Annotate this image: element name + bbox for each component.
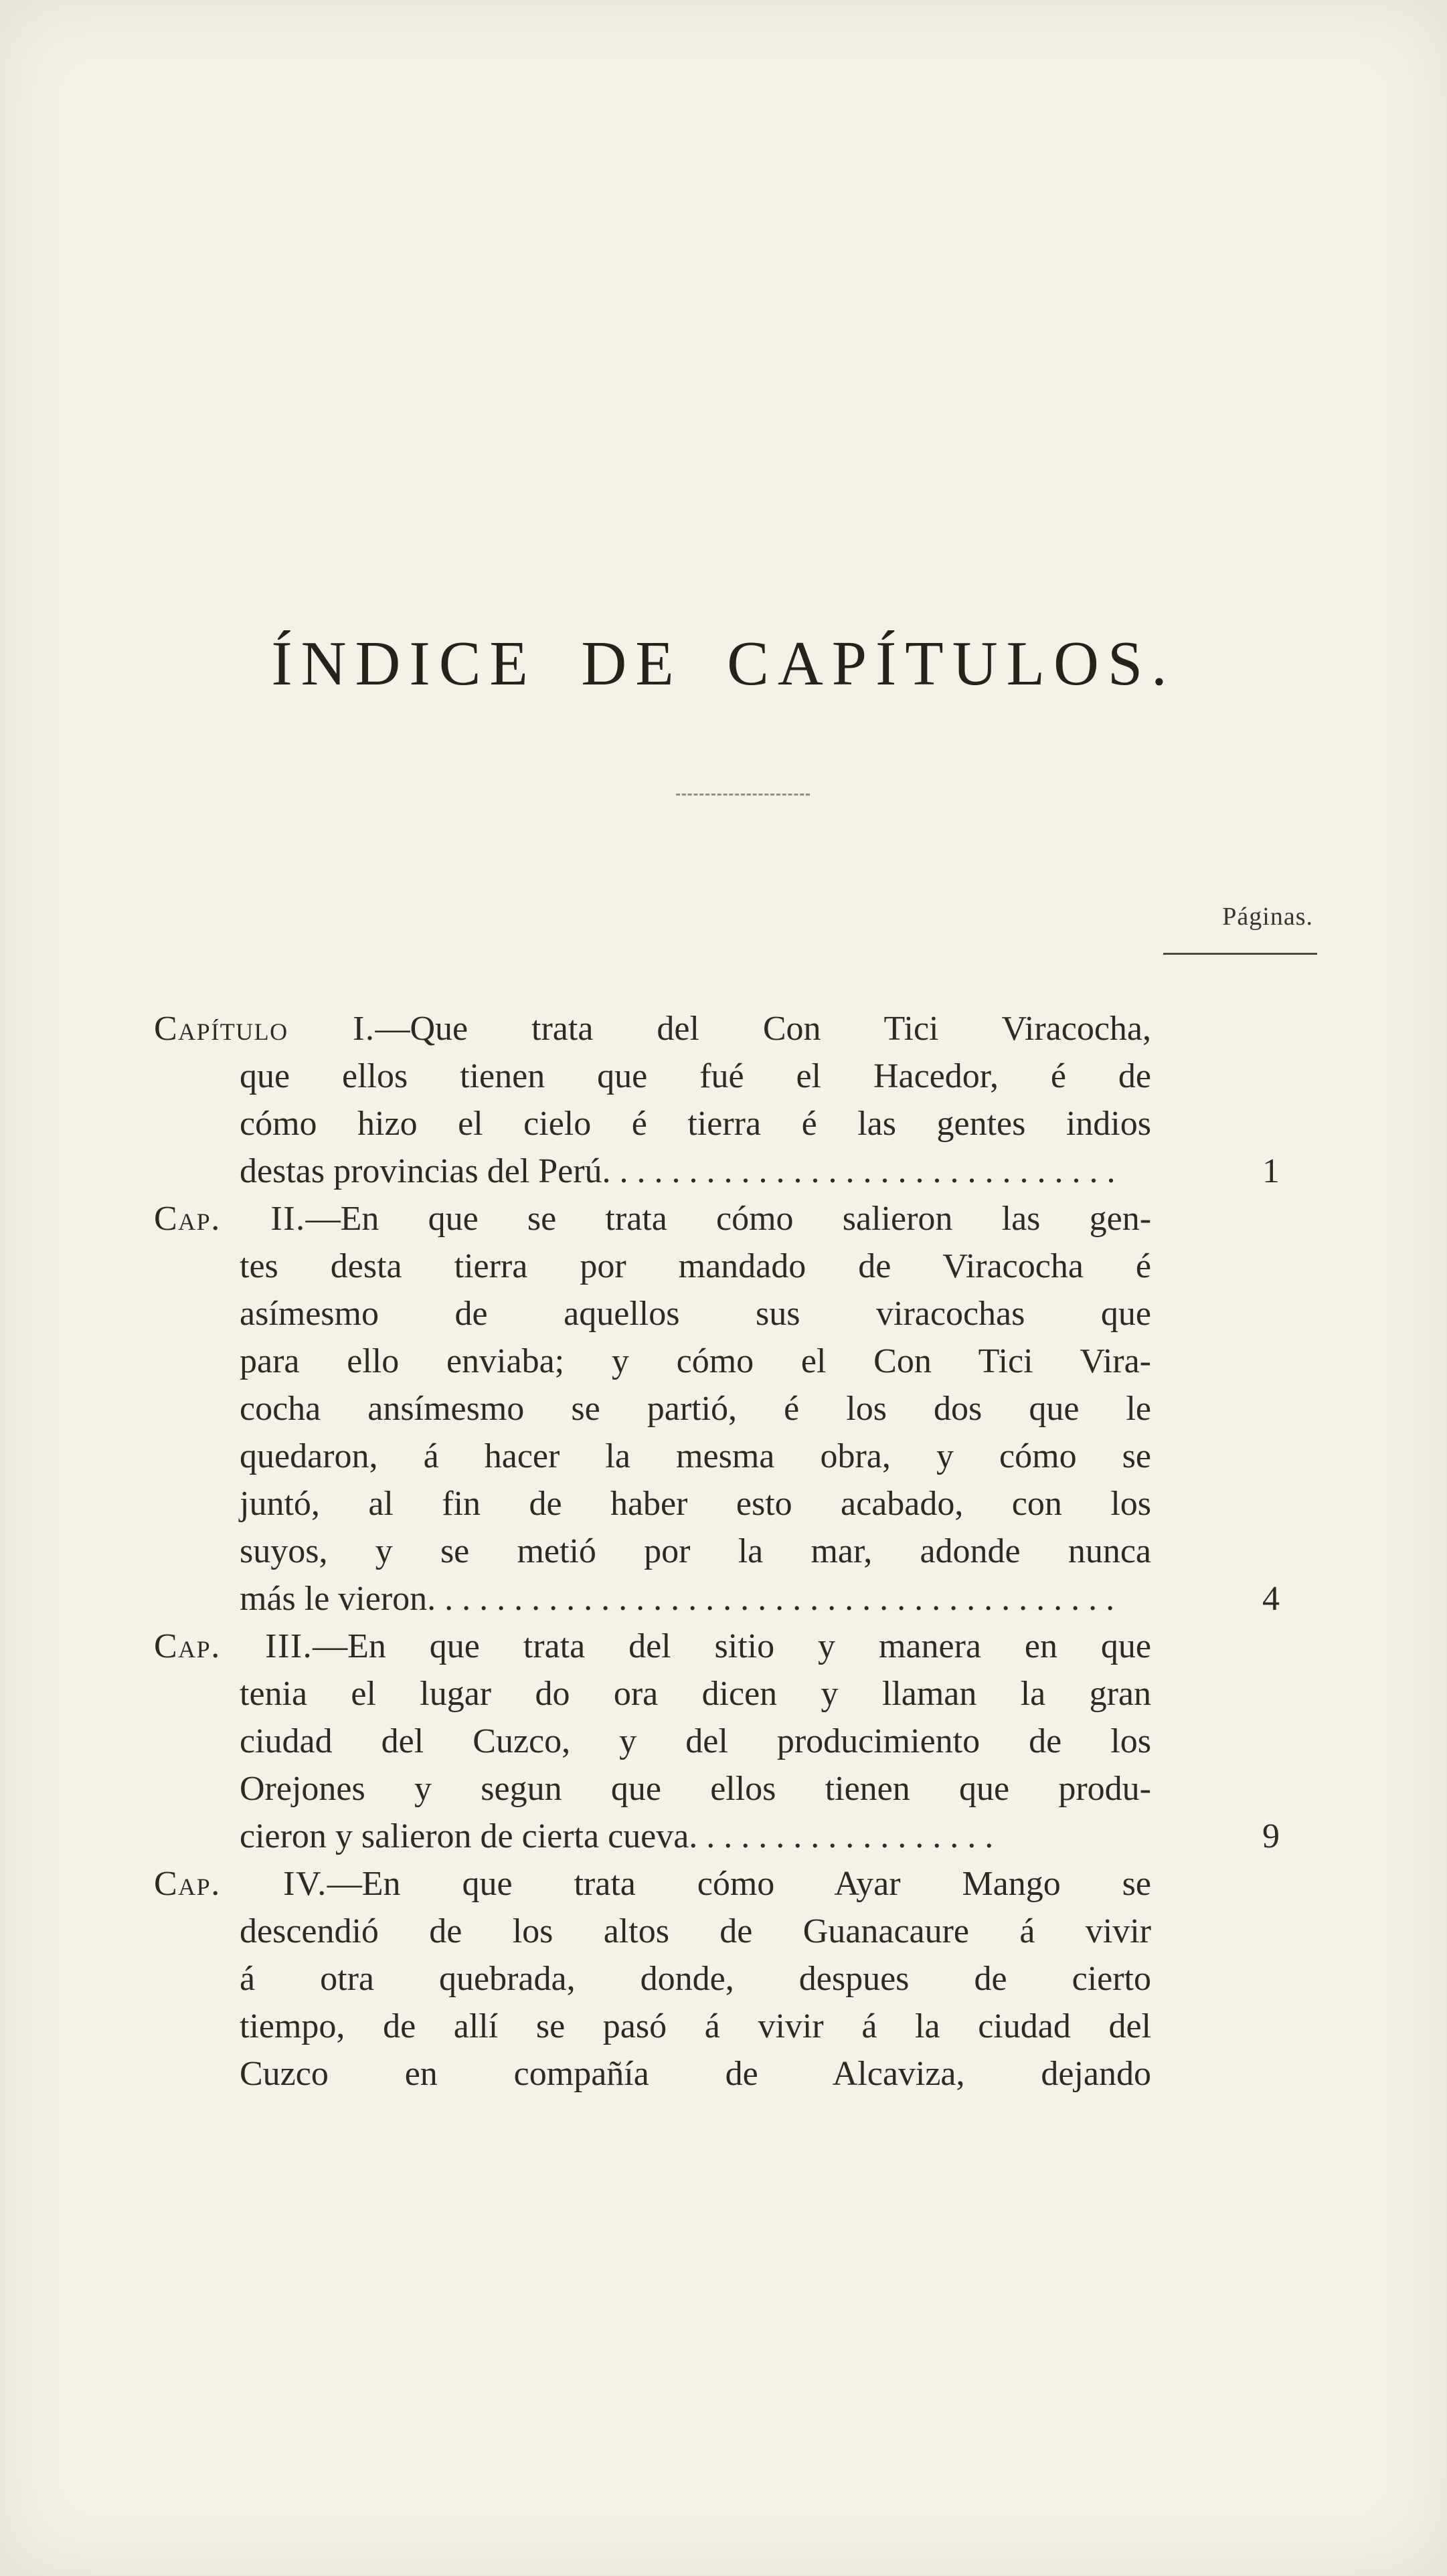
toc-line-text: —Que trata del Con Tici Viracocha, [375, 1010, 1152, 1048]
toc-line: tenia el lugar do ora dicen y llaman la gran [240, 1675, 1151, 1713]
pages-column-header: Páginas. [1222, 903, 1313, 931]
toc-line: cieron y salieron de cierta cueva. . . . . . . . . . . . . . . . . . [240, 1817, 994, 1855]
chapter-label: Cap. IV. [154, 1865, 327, 1903]
toc-line: tiempo, de allí se pasó á vivir á la ciudad del [240, 2007, 1151, 2045]
toc-entry [154, 1860, 1151, 2098]
toc-line [154, 1860, 1151, 1908]
page-title: ÍNDICE DE CAPÍTULOS. [271, 629, 1176, 699]
decorative-rule [676, 794, 810, 796]
toc-line: destas provincias del Perú. . . . . . . . . . . . . . . . . . . . . . . . . . . . . . [240, 1152, 1116, 1190]
toc-line: tes desta tierra por mandado de Viracocha é [240, 1247, 1151, 1285]
toc-line-text: —En que se trata cómo salieron las gen- [305, 1200, 1152, 1238]
toc-line: Cuzco en compañía de Alcaviza, dejando [240, 2055, 1151, 2093]
toc-entry [154, 1195, 1280, 1623]
pages-column-rule [1163, 953, 1317, 955]
toc-line: suyos, y se metió por la mar, adonde nunca [240, 1532, 1151, 1570]
toc-line: para ello enviaba; y cómo el Con Tici Vira- [240, 1342, 1151, 1380]
toc-entry [154, 1005, 1280, 1195]
toc-line-text: —En que trata cómo Ayar Mango se [327, 1865, 1151, 1903]
toc-line: ciudad del Cuzco, y del producimiento de los [240, 1722, 1151, 1760]
chapter-label: Cap. III. [154, 1627, 313, 1665]
toc-line [154, 1623, 1151, 1670]
toc-line-text: —En que trata del sitio y manera en que [313, 1627, 1152, 1665]
page-number: 1 [1262, 1152, 1280, 1190]
toc-line: más le vieron. . . . . . . . . . . . . . . . . . . . . . . . . . . . . . . . . . . . . . . . [240, 1580, 1115, 1618]
page-number: 9 [1262, 1817, 1280, 1855]
toc-line: juntó, al fin de haber esto acabado, con los [240, 1485, 1151, 1523]
toc-line: Orejones y segun que ellos tienen que produ- [240, 1770, 1151, 1808]
chapter-label: Cap. II. [154, 1200, 306, 1238]
toc-line: asímesmo de aquellos sus viracochas que [240, 1295, 1151, 1333]
table-of-contents [154, 1005, 1280, 2098]
toc-line: que ellos tienen que fué el Hacedor, é de [240, 1057, 1151, 1095]
chapter-label: Capítulo I. [154, 1010, 375, 1048]
toc-line: quedaron, á hacer la mesma obra, y cómo se [240, 1437, 1151, 1475]
toc-line: descendió de los altos de Guanacaure á vivir [240, 1912, 1151, 1950]
toc-entry [154, 1623, 1280, 1860]
toc-line [154, 1195, 1151, 1243]
toc-line: cómo hizo el cielo é tierra é las gentes indios [240, 1105, 1151, 1143]
toc-line [154, 1005, 1151, 1052]
toc-line: cocha ansímesmo se partió, é los dos que le [240, 1390, 1151, 1428]
toc-line: á otra quebrada, donde, despues de cierto [240, 1960, 1151, 1998]
page-number: 4 [1262, 1580, 1280, 1618]
